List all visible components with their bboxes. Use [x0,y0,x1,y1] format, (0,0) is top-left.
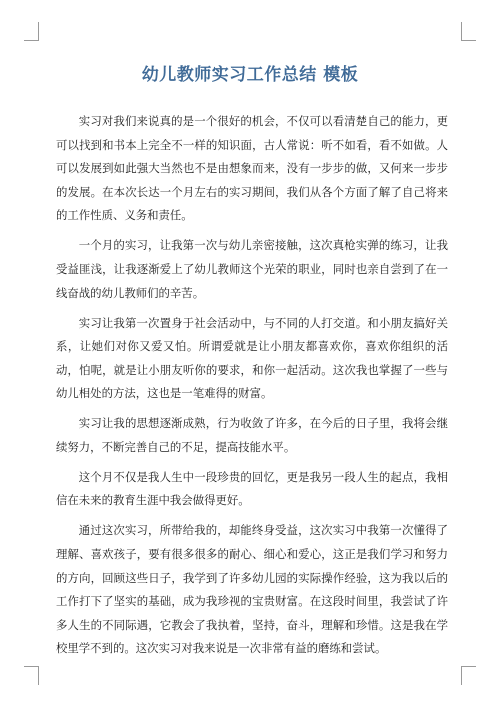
paragraph: 这个月不仅是我人生中一段珍贵的回忆，更是我另一段人生的起点，我相信在未来的教育生涯中我会做得更好。 [56,469,448,508]
paragraph: 一个月的实习，让我第一次与幼儿亲密接触，这次真枪实弹的练习，让我受益匪浅，让我逐渐爱上了幼儿教师这个光荣的职业，同时也亲自尝到了在一线奋战的幼儿教师们的辛苦。 [56,238,448,300]
document-title: 幼儿教师实习工作总结 模板 [141,65,359,85]
paragraph: 实习让我第一次置身于社会活动中，与不同的人打交道。和小朋友搞好关系，让她们对你又爱又怕。所谓爱就是让小朋友都喜欢你，喜欢你组织的活动，怕呢，就是让小朋友听你的要求，和你一起活动。这次我也掌握了一些与幼儿相处的方法，这也是一笔难得的财富。 [56,315,448,401]
paragraph: 实习对我们来说真的是一个很好的机会，不仅可以看清楚自己的能力，更可以找到和书本上完全不一样的知识面，古人常说：听不如看，看不如做。人可以发展到如此强大当然也不是由想象而来，没有一步步的做，又何来一步步的发展。在本次长达一个月左右的实习期间，我们从各个方面了解了自己将来的工作性质、义务和责任。 [56,114,448,223]
crop-mark-top-right [461,22,476,41]
crop-mark-top-left [24,22,39,41]
crop-mark-bottom-left [24,666,39,685]
paragraph: 通过这次实习，所带给我的，却能终身受益，这次实习中我第一次懂得了理解、喜欢孩子，要有很多很多的耐心、细心和爱心，这正是我们学习和努力的方向，回顾这些日子，我学到了许多幼儿园的实际操作经验，这为我以后的工作打下了坚实的基础，成为我珍视的宝贵财富。在这段时间里，我尝试了许多人生的不同际遇，它教会了我执着，坚持，奋斗，理解和珍惜。这是我在学校里学不到的。这次实习对我来说是一次非常有益的磨练和尝试。 [56,523,448,656]
document-body [56,110,448,667]
crop-mark-bottom-right [461,666,476,685]
paragraph: 实习让我的思想逐渐成熟，行为收敛了许多，在今后的日子里，我将会继续努力，不断完善自己的不足，提高技能水平。 [56,416,448,454]
